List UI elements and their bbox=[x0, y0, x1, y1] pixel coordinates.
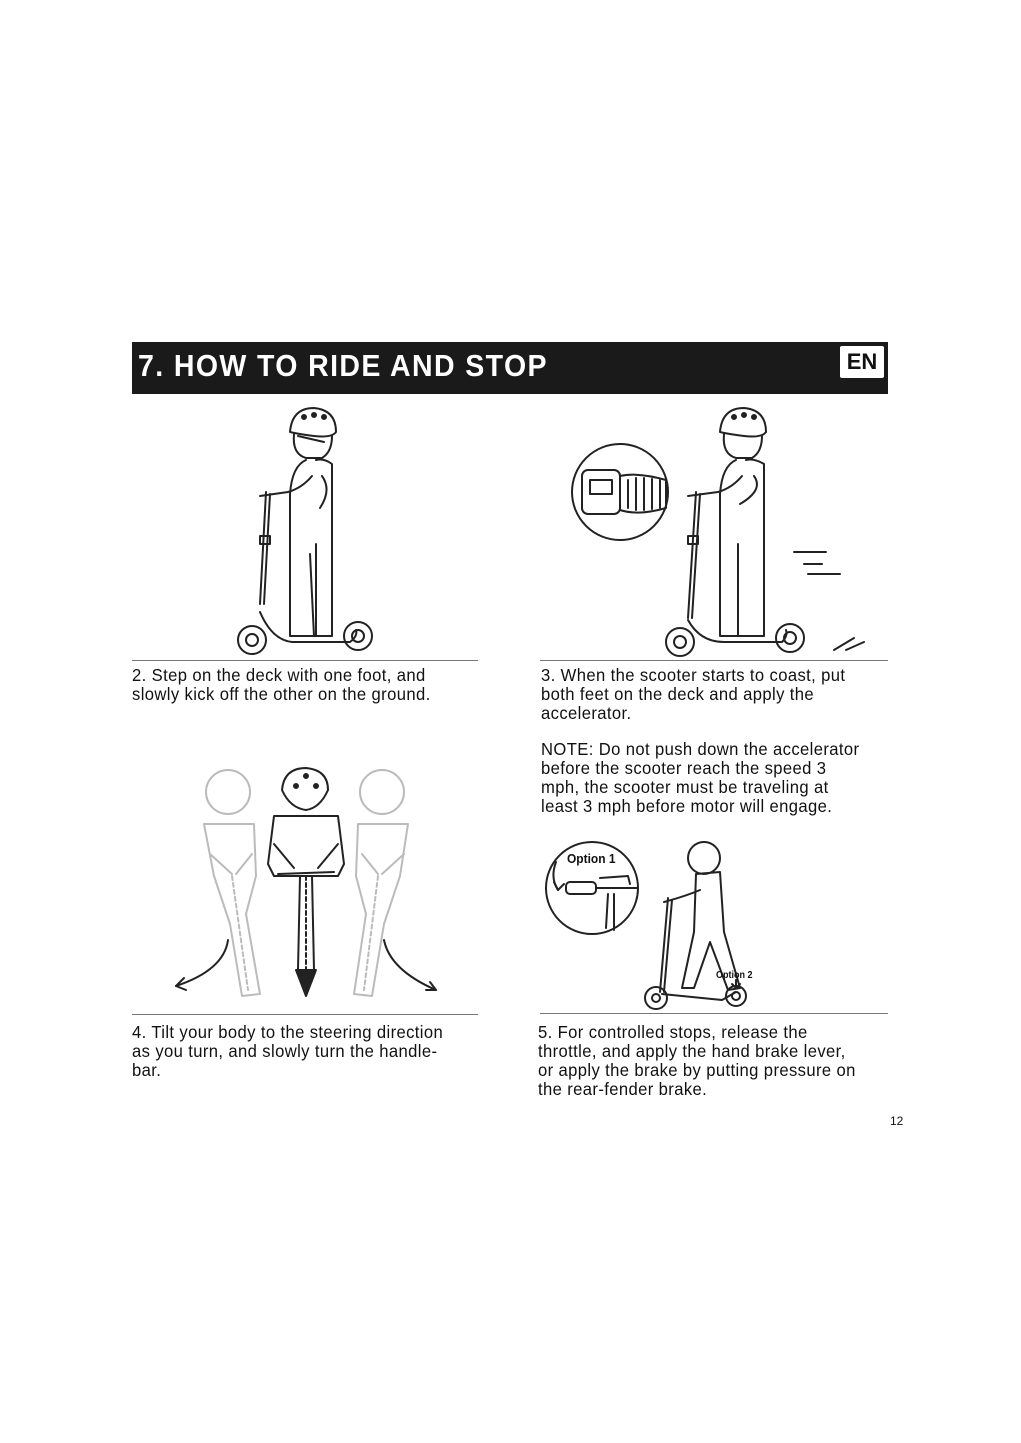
step-4-divider bbox=[132, 1014, 478, 1015]
step-2-caption: 2. Step on the deck with one foot, and slowly kick off the other on the ground. bbox=[132, 665, 431, 704]
step-4-caption: 4. Tilt your body to the steering direction as you turn, and slowly turn the handle- bar. bbox=[132, 1022, 444, 1080]
step-3-illustration bbox=[568, 404, 868, 662]
page-number: 12 bbox=[890, 1114, 904, 1128]
step-2-illustration bbox=[232, 404, 382, 662]
option-1-label: Option 1 bbox=[567, 851, 616, 866]
section-title: 7. HOW TO RIDE AND STOP bbox=[138, 348, 548, 383]
step-3-caption: 3. When the scooter starts to coast, put both feet on the deck and apply the accelerator. bbox=[541, 665, 846, 723]
step-5-divider bbox=[540, 1013, 888, 1014]
section-header bbox=[132, 342, 888, 394]
accelerator-note: NOTE: Do not push down the accelerator before the scooter reach the speed 3 mph, the scooter must be traveling at least 3 mph before motor will engage. bbox=[541, 739, 860, 816]
option-2-label: Option 2 bbox=[716, 970, 753, 981]
step-5-caption: 5. For controlled stops, release the throttle, and apply the hand brake lever, or apply the brake by putting pressure on the rear-fender brake. bbox=[538, 1022, 856, 1099]
step-3-divider bbox=[540, 660, 888, 661]
language-badge: EN bbox=[840, 346, 884, 378]
step-4-illustration bbox=[170, 764, 442, 1014]
step-2-divider bbox=[132, 660, 478, 661]
